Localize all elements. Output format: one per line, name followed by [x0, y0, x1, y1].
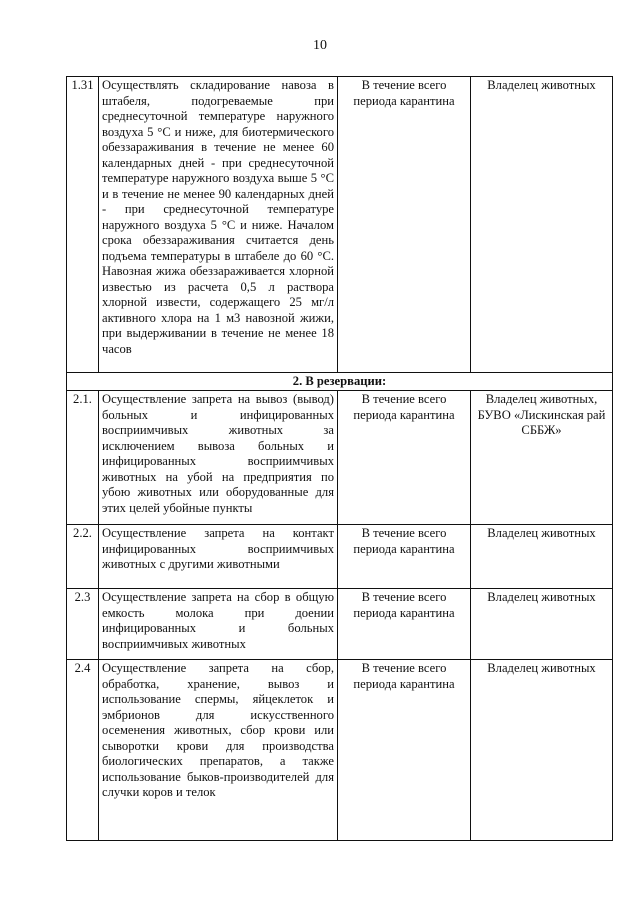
period-cell: В течение всего периода карантина: [338, 391, 471, 525]
measures-table: [66, 76, 613, 841]
measure-text: Осуществление запрета на контакт инфицированных восприимчивых животных с другими животными: [99, 525, 338, 589]
section-title: 2. В резервации:: [67, 373, 613, 391]
table-row: [67, 660, 613, 841]
row-number: 1.31: [67, 77, 99, 373]
responsible-cell: Владелец животных: [471, 660, 613, 841]
responsible-cell: Владелец животных, БУВО «Лискинская рай СББЖ»: [471, 391, 613, 525]
period-cell: В течение всего периода карантина: [338, 589, 471, 660]
measure-text: Осуществлять складирование навоза в штабеля, подогреваемые при среднесуточной температуре наружного воздуха 5 °С и ниже, для биотермического обеззараживания в течение не менее 60 календарных дней - при среднесуточной температуре наружного воздуха выше 5 °С и в течение не менее 90 календарных дней - при среднесуточной температуре наружного воздуха 5 °С и ниже. Началом срока обеззараживания считается день подъема температуры в штабеле до 60 °С. Навозная жижа обеззараживается хлорной известью из расчета 0,5 л раствора хлорной извести, содержащего 25 мг/л активного хлора на 1 м3 навозной жижи, при выдерживании в течение не менее 18 часов: [99, 77, 338, 373]
measure-text: Осуществление запрета на сбор, обработка, хранение, вывоз и использование спермы, яйцеклеток и эмбрионов для искусственного осеменения животных, сбор крови или сыворотки крови для производства биологических препаратов, а также использование быков-производителей для случки коров и телок: [99, 660, 338, 841]
row-number: 2.1.: [67, 391, 99, 525]
row-number: 2.3: [67, 589, 99, 660]
page-number: 10: [313, 38, 327, 53]
period-cell: В течение всего периода карантина: [338, 77, 471, 373]
period-cell: В течение всего периода карантина: [338, 525, 471, 589]
row-number: 2.2.: [67, 525, 99, 589]
row-number: 2.4: [67, 660, 99, 841]
table-row: [67, 391, 613, 525]
table-row: [67, 589, 613, 660]
responsible-cell: Владелец животных: [471, 77, 613, 373]
responsible-cell: Владелец животных: [471, 525, 613, 589]
period-cell: В течение всего периода карантина: [338, 660, 471, 841]
section-row: [67, 373, 613, 391]
table-row: [67, 525, 613, 589]
measure-text: Осуществление запрета на вывоз (вывод) больных и инфицированных восприимчивых животных за исключением вывоза больных и инфицированных восприимчивых животных на убой на предприятия по убою животных или оборудованные для этих целей убойные пункты: [99, 391, 338, 525]
responsible-cell: Владелец животных: [471, 589, 613, 660]
table-row: [67, 77, 613, 373]
measure-text: Осуществление запрета на сбор в общую емкость молока при доении инфицированных и больных восприимчивых животных: [99, 589, 338, 660]
